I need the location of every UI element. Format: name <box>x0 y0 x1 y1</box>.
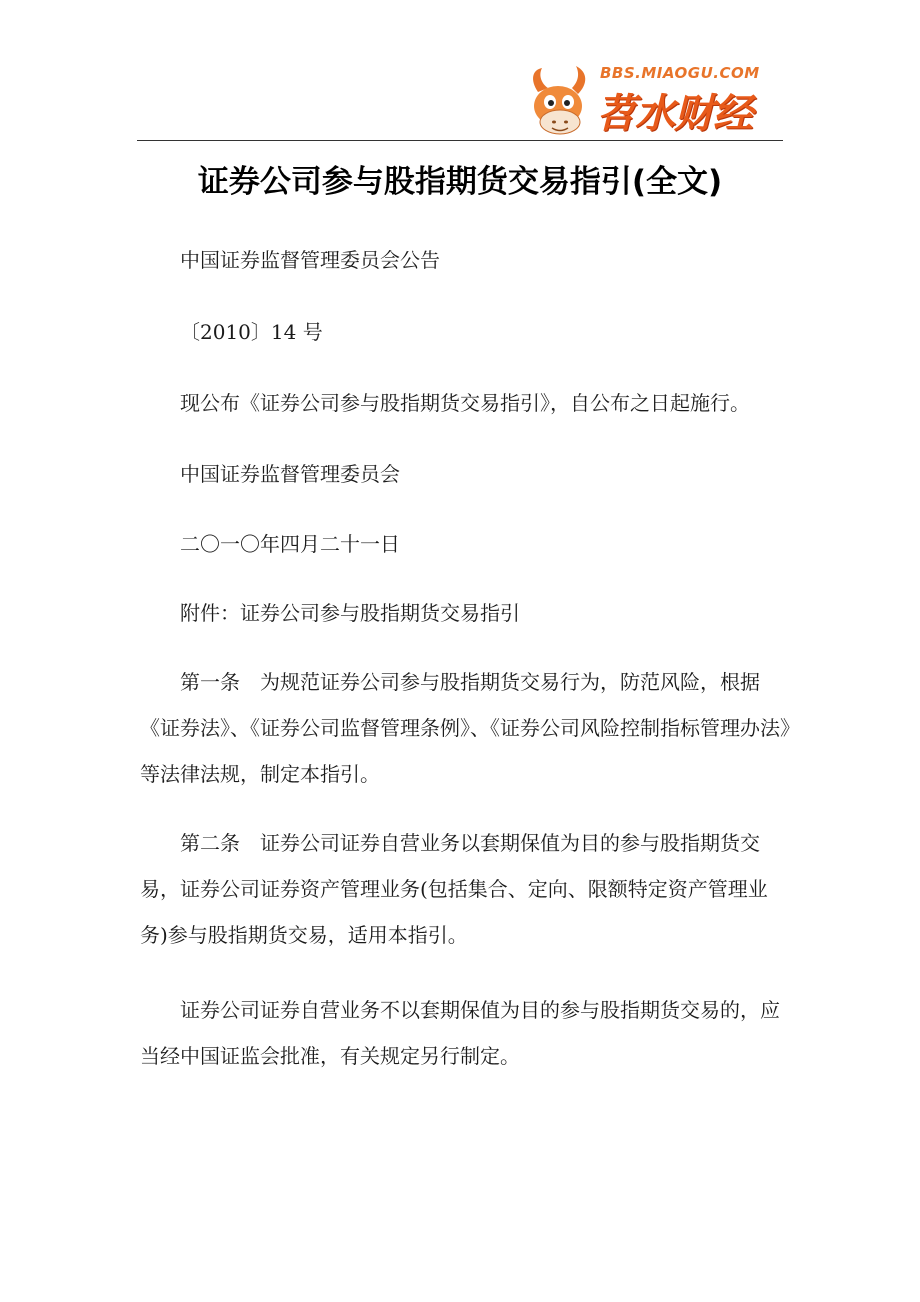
bull-mascot-icon <box>520 66 600 138</box>
header-divider <box>137 140 783 141</box>
paragraph-number: 〔2010〕14 号 <box>180 320 323 344</box>
paragraph-announcement: 中国证券监督管理委员会公告 <box>180 248 440 272</box>
paragraph-attachment: 附件：证券公司参与股指期货交易指引 <box>180 601 520 625</box>
paragraph-date: 二〇一〇年四月二十一日 <box>180 532 400 556</box>
paragraph-publish: 现公布《证券公司参与股指期货交易指引》，自公布之日起施行。 <box>180 391 750 415</box>
site-logo[interactable] <box>520 62 765 140</box>
paragraph-article-2-supplement: 证券公司证券自营业务不以套期保值为目的参与股指期货交易的，应当经中国证监会批准，有关规定另行制定。 <box>140 998 780 1068</box>
document-title: 证券公司参与股指期货交易指引(全文) <box>197 164 723 200</box>
logo-url: BBS.MIAOGU.COM <box>600 64 760 82</box>
paragraph-article-2: 第二条 证券公司证券自营业务以套期保值为目的参与股指期货交易，证券公司证券资产管理业务(包括集合、定向、限额特定资产管理业务)参与股指期货交易，适用本指引。 <box>140 831 768 947</box>
paragraph-issuer: 中国证券监督管理委员会 <box>180 462 400 486</box>
paragraph-article-1: 第一条 为规范证券公司参与股指期货交易行为，防范风险，根据《证券法》、《证券公司监督管理条例》、《证券公司风险控制指标管理办法》等法律法规，制定本指引。 <box>140 670 790 786</box>
logo-name: 苕水财经 <box>596 91 752 137</box>
